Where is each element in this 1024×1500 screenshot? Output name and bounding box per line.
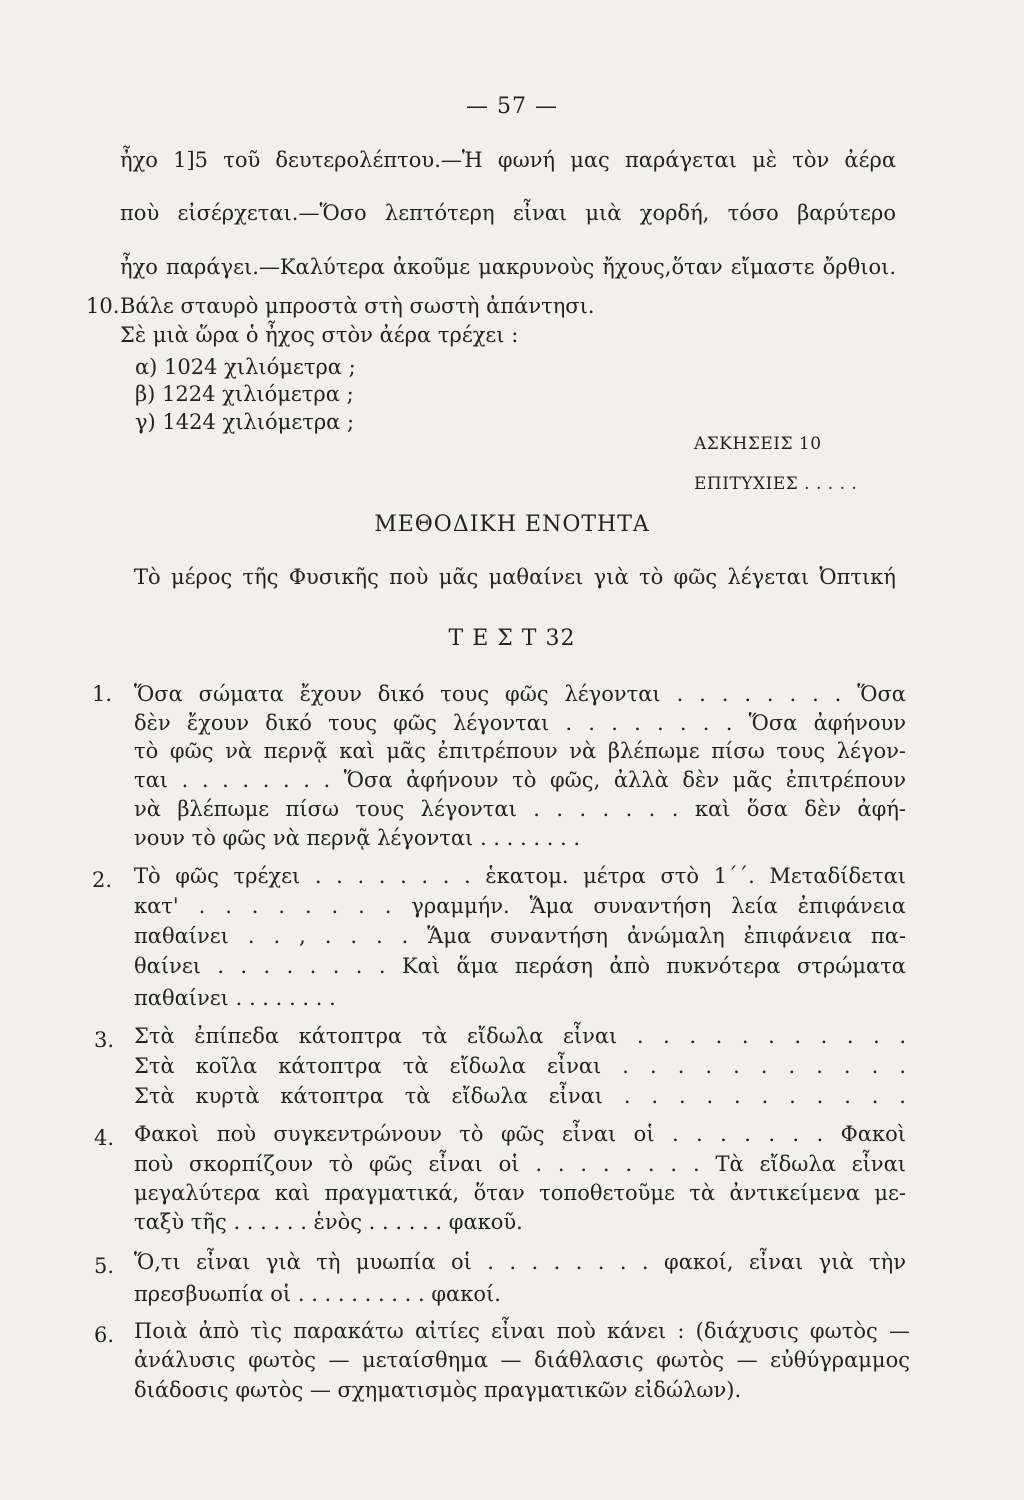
item-1-number: 1. xyxy=(92,682,113,706)
item-1-line-2: δὲν ἔχουν δικό τους φῶς λέγονται . . . . . . . . Ὅσα ἀφήνουν xyxy=(134,711,906,735)
item-4-line-3: μεγαλύτερα καὶ πραγματικά, ὅταν τοποθετοῦμε τὰ ἀντικείμενα με- xyxy=(134,1181,906,1205)
item-6-line-1: Ποιὰ ἀπὸ τὶς παρακάτω αἰτίες εἶναι ποὺ κάνει : (διάχυσις φωτὸς — xyxy=(134,1319,910,1343)
test-title: Τ Ε Σ Τ 32 xyxy=(448,626,576,651)
item-4-number: 4. xyxy=(94,1126,115,1150)
option-a: α) 1024 χιλιόμετρα ; xyxy=(135,355,356,379)
item-4-line-2: ποὺ σκορπίζουν τὸ φῶς εἶναι οἱ . . . . . . . . Τὰ εἴδωλα εἶναι xyxy=(134,1152,906,1176)
item-2-number: 2. xyxy=(92,868,113,892)
item-5-line-2: πρεσβυωπία οἱ . . . . . . . . . . φακοί. xyxy=(134,1282,501,1306)
item-2-line-5: παθαίνει . . . . . . . . xyxy=(134,986,336,1010)
item-3-line-1: Στὰ ἐπίπεδα κάτοπτρα τὰ εἴδωλα εἶναι . . . . . . . . . . . xyxy=(134,1024,906,1048)
successes-label: ΕΠΙΤΥΧΙΕΣ . . . . . xyxy=(694,474,858,494)
item-6-line-2: ἀνάλυσις φωτὸς — μεταίσθημα — διάθλασις φωτὸς — εὐθύγραμμος xyxy=(134,1348,910,1372)
question-10-prompt: Βάλε σταυρὸ μπροστὰ στὴ σωστὴ ἀπάντησι. xyxy=(120,294,595,318)
item-1-line-6: νουν τὸ φῶς νὰ περνᾷ λέγονται . . . . . . . . xyxy=(134,826,581,850)
item-2-line-2: κατ' . . . . . . . . γραμμήν. Ἅμα συναντήση λεία ἐπιφάνεια xyxy=(134,894,906,918)
item-4-line-1: Φακοὶ ποὺ συγκεντρώνουν τὸ φῶς εἶναι οἱ . . . . . . . Φακοὶ xyxy=(134,1122,906,1146)
exercises-label: ΑΣΚΗΣΕΙΣ 10 xyxy=(694,434,822,454)
unit-title: ΜΕΘΟΔΙΚΗ ΕΝΟΤΗΤΑ xyxy=(374,512,650,537)
item-3-line-3: Στὰ κυρτὰ κάτοπτρα τὰ εἴδωλα εἶναι . . . . . . . . . . . xyxy=(134,1084,906,1108)
item-2-line-4: θαίνει . . . . . . . . Καὶ ἅμα περάση ἀπὸ πυκνότερα στρώματα xyxy=(134,954,906,978)
item-3-number: 3. xyxy=(94,1028,115,1052)
item-1-line-4: ται . . . . . . . . Ὅσα ἀφήνουν τὸ φῶς, ἀλλὰ δὲν μᾶς ἐπιτρέπουν xyxy=(134,768,906,792)
question-10-number: 10. xyxy=(86,294,120,318)
item-6-number: 6. xyxy=(94,1323,115,1347)
item-2-line-3: παθαίνει . . , . . . . Ἅμα συναντήση ἀνώμαλη ἐπιφάνεια πα- xyxy=(134,924,906,948)
item-1-line-3: τὸ φῶς νὰ περνᾷ καὶ μᾶς ἐπιτρέπουν νὰ βλέπωμε πίσω τους λέγον- xyxy=(134,739,906,763)
intro-line-3: ἦχο παράγει.—Καλύτερα ἀκοῦμε μακρυνοὺς ἤχους,ὅταν εἴμαστε ὄρθιοι. xyxy=(120,255,896,279)
item-1-line-1: Ὅσα σώματα ἔχουν δικό τους φῶς λέγονται . . . . . . . . Ὅσα xyxy=(134,682,906,706)
question-10-text: Σὲ μιὰ ὥρα ὁ ἦχος στὸν ἀέρα τρέχει : xyxy=(120,323,519,347)
item-2-line-1: Τὸ φῶς τρέχει . . . . . . . . ἑκατομ. μέτρα στὸ 1΄΄. Μεταδίδεται xyxy=(134,864,906,888)
unit-intro: Τὸ μέρος τῆς Φυσικῆς ποὺ μᾶς μαθαίνει γιὰ τὸ φῶς λέγεται Ὀπτική xyxy=(134,565,896,589)
intro-line-1: ἦχο 1]5 τοῦ δευτερολέπτου.—Ἡ φωνή μας παράγεται μὲ τὸν ἀέρα xyxy=(120,148,896,172)
item-3-line-2: Στὰ κοῖλα κάτοπτρα τὰ εἴδωλα εἶναι . . . . . . . . . . . xyxy=(134,1054,906,1078)
intro-line-2: ποὺ εἰσέρχεται.—Ὅσο λεπτότερη εἶναι μιὰ χορδή, τόσο βαρύτερο xyxy=(120,201,896,225)
item-5-line-1: Ὅ,τι εἶναι γιὰ τὴ μυωπία οἱ . . . . . . . . φακοί, εἶναι γιὰ τὴν xyxy=(134,1250,906,1274)
item-5-number: 5. xyxy=(94,1254,115,1278)
option-b: β) 1224 χιλιόμετρα ; xyxy=(135,382,354,406)
item-6-line-3: διάδοσις φωτὸς — σχηματισμὸς πραγματικῶν εἰδώλων). xyxy=(134,1378,742,1402)
page-number: — 57 — xyxy=(466,94,558,119)
option-c: γ) 1424 χιλιόμετρα ; xyxy=(135,410,355,434)
item-1-line-5: νὰ βλέπωμε πίσω τους λέγονται . . . . . . . καὶ ὅσα δὲν ἀφή- xyxy=(134,797,906,821)
item-4-line-4: ταξὺ τῆς . . . . . . ἑνὸς . . . . . . φακοῦ. xyxy=(134,1210,523,1234)
